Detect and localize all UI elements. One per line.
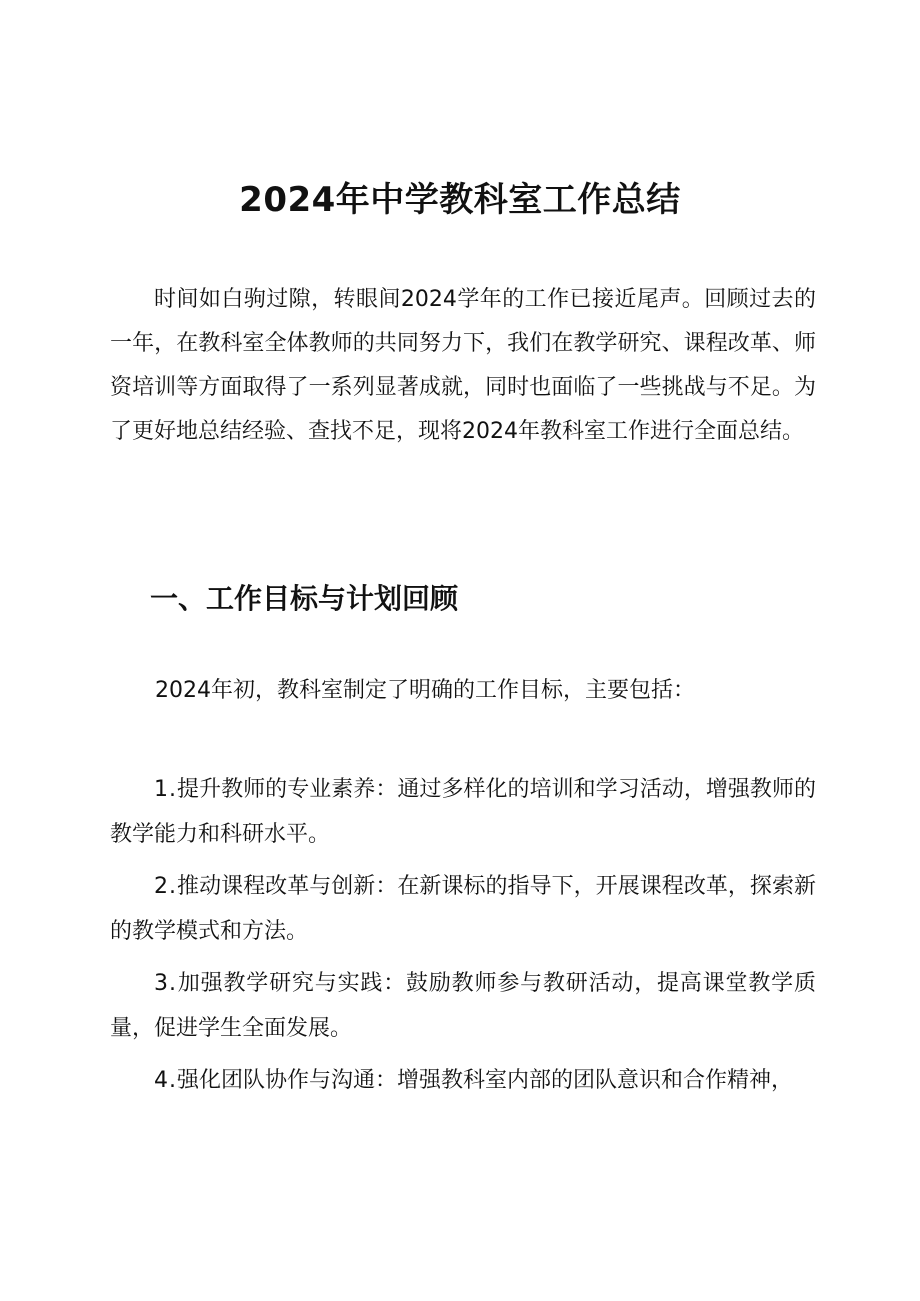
section-intro: 2024年初，教科室制定了明确的工作目标，主要包括： <box>155 678 695 703</box>
goal-text: 提升教师的专业素养：通过多样化的培训和学习活动，增强教师的教学能力和科研水平。 <box>110 777 816 847</box>
goal-number: 3. <box>154 971 177 996</box>
goal-number: 4. <box>154 1068 177 1093</box>
goal-item <box>110 864 816 954</box>
goal-number: 1. <box>154 777 177 802</box>
intro-paragraph: 时间如白驹过隙，转眼间2024学年的工作已接近尾声。回顾过去的一年，在教科室全体教师的共同努力下，我们在教学研究、课程改革、师资培训等方面取得了一系列显著成就，同时也面临了一些挑战与不足。为了更好地总结经验、查找不足，现将2024年教科室工作进行全面总结。 <box>110 287 816 444</box>
section-heading: 一、工作目标与计划回顾 <box>150 582 459 615</box>
goal-number: 2. <box>154 874 177 899</box>
goal-text: 推动课程改革与创新：在新课标的指导下，开展课程改革，探索新的教学模式和方法。 <box>110 874 816 944</box>
goal-text: 加强教学研究与实践：鼓励教师参与教研活动，提高课堂教学质量，促进学生全面发展。 <box>110 971 816 1041</box>
document-title: 2024年中学教科室工作总结 <box>239 180 681 220</box>
goal-item <box>110 767 816 857</box>
goal-text: 强化团队协作与沟通：增强教科室内部的团队意识和合作精神， <box>177 1068 794 1093</box>
goal-item <box>110 961 816 1051</box>
goal-item <box>110 1058 816 1103</box>
